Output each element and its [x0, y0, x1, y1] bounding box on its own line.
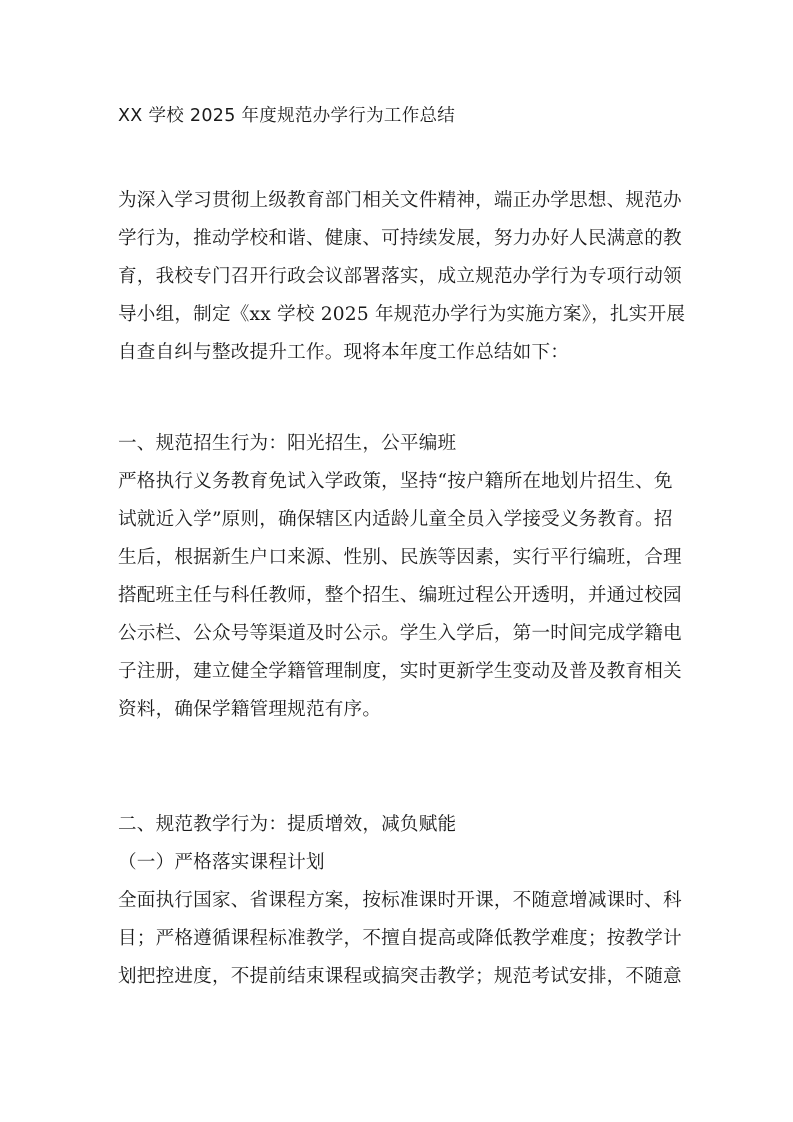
section-subheading: （一）严格落实课程计划: [118, 852, 325, 873]
paragraph-line: 目；严格遵循课程标准教学，不擅自提高或降低教学难度；按教学计: [118, 928, 682, 949]
paragraph-line: 试就近入学”原则，确保辖区内适龄儿童全员入学接受义务教育。招: [118, 509, 673, 530]
paragraph-line: 划把控进度，不提前结束课程或搞突击教学；规范考试安排，不随意: [118, 966, 682, 987]
paragraph-line: 导小组，制定《xx 学校 2025 年规范办学行为实施方案》，扎实开展: [118, 304, 686, 325]
paragraph-line: 公示栏、公众号等渠道及时公示。学生入学后，第一时间完成学籍电: [118, 623, 682, 644]
paragraph-line: 全面执行国家、省课程方案，按标准课时开课，不随意增减课时、科: [118, 890, 682, 911]
document-title: XX 学校 2025 年度规范办学行为工作总结: [118, 106, 456, 126]
section-heading: 一、规范招生行为：阳光招生，公平编班: [118, 433, 457, 454]
section-heading: 二、规范教学行为：提质增效，减负赋能: [118, 814, 457, 835]
paragraph-line: 自查自纠与整改提升工作。现将本年度工作总结如下：: [118, 342, 570, 363]
paragraph-line: 为深入学习贯彻上级教育部门相关文件精神，端正办学思想、规范办: [118, 190, 682, 211]
paragraph-line: 严格执行义务教育免试入学政策，坚持“按户籍所在地划片招生、免: [118, 471, 673, 492]
paragraph-line: 生后，根据新生户口来源、性别、民族等因素，实行平行编班，合理: [118, 547, 682, 568]
paragraph-line: 搭配班主任与科任教师，整个招生、编班过程公开透明，并通过校园: [118, 585, 682, 606]
paragraph-line: 资料，确保学籍管理规范有序。: [118, 699, 382, 720]
paragraph-line: 学行为，推动学校和谐、健康、可持续发展，努力办好人民满意的教: [118, 228, 682, 249]
paragraph-line: 育，我校专门召开行政会议部署落实，成立规范办学行为专项行动领: [118, 266, 682, 287]
paragraph-line: 子注册，建立健全学籍管理制度，实时更新学生变动及普及教育相关: [118, 661, 682, 682]
